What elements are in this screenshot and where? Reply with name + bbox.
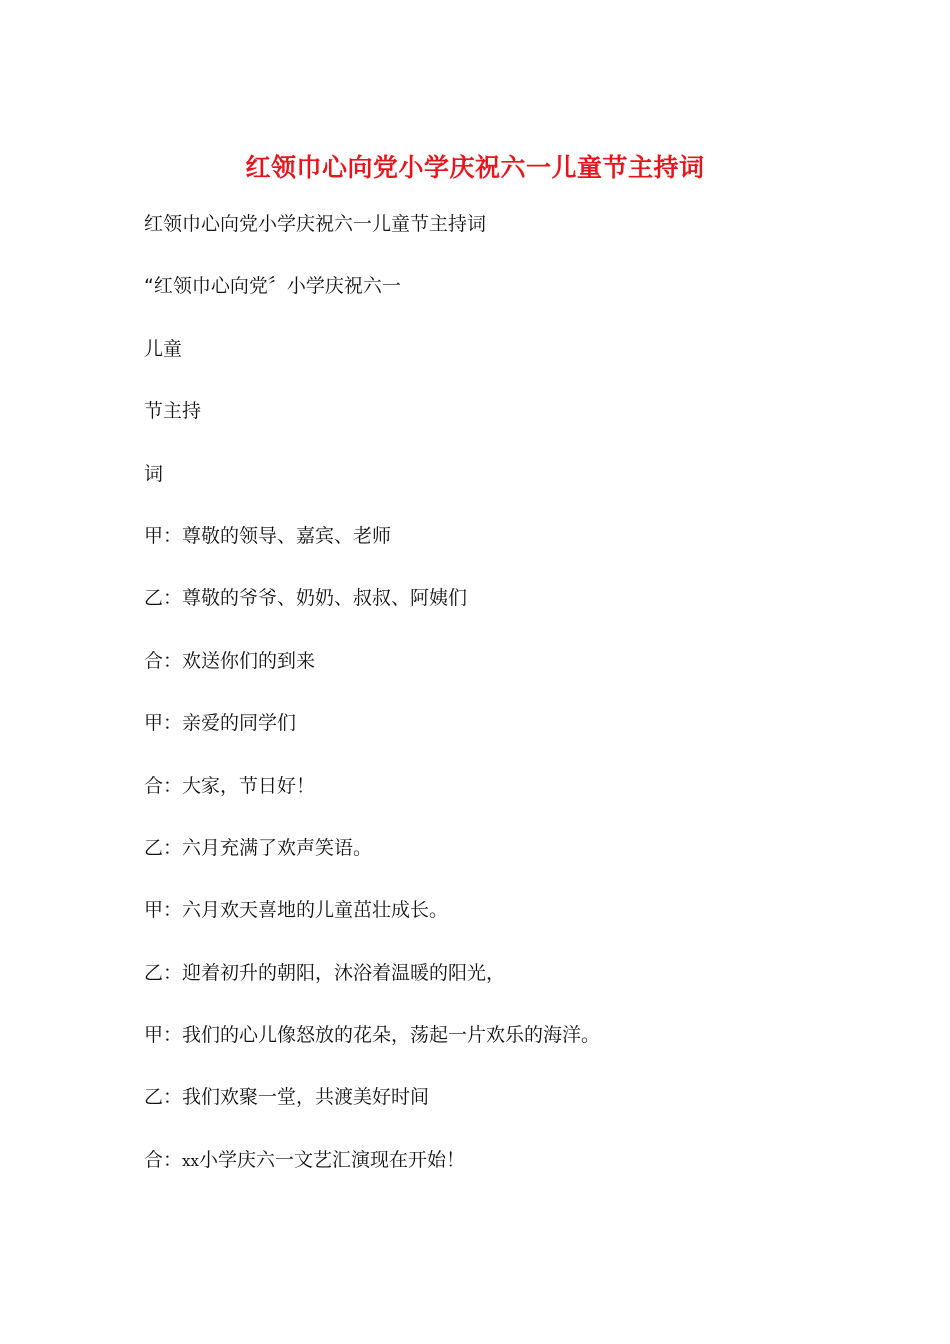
school-name-placeholder: xx — [182, 1151, 199, 1170]
colon: ： — [163, 961, 183, 984]
colon: ： — [163, 524, 183, 547]
colon: ： — [163, 774, 183, 797]
speaker-label: 甲 — [144, 899, 164, 922]
colon: ： — [163, 1086, 183, 1109]
intro-line: “红领巾心向党〞小学庆祝六一 — [144, 275, 401, 298]
intro-line: 词 — [144, 462, 164, 485]
dialogue-text: 大家，节日好！ — [182, 774, 316, 797]
dialogue-text: 我们欢聚一堂，共渡美好时间 — [182, 1086, 430, 1109]
dialogue-text: 迎着初升的朝阳，沐浴着温暖的阳光， — [182, 961, 506, 984]
intro-line: 红领巾心向党小学庆祝六一儿童节主持词 — [144, 213, 487, 235]
dialogue-line — [144, 644, 844, 706]
dialogue-line — [144, 581, 844, 643]
dialogue-line — [144, 956, 844, 1018]
dialogue-line — [144, 831, 844, 893]
dialogue-line — [144, 1143, 844, 1205]
dialogue-line — [144, 769, 844, 831]
colon: ： — [163, 1148, 183, 1171]
colon: ： — [163, 712, 183, 735]
document-body — [144, 207, 844, 1205]
speaker-label: 合 — [144, 774, 164, 797]
speaker-label: 合 — [144, 649, 164, 672]
colon: ： — [163, 836, 183, 859]
colon: ： — [163, 1024, 183, 1047]
intro-line: 节主持 — [144, 400, 202, 423]
speaker-label: 甲 — [144, 712, 164, 735]
dialogue-line — [144, 893, 844, 955]
dialogue-text: 小学庆六一文艺汇演现在开始！ — [198, 1148, 465, 1171]
intro-line: 儿童 — [144, 337, 183, 360]
speaker-label: 甲 — [144, 524, 164, 547]
speaker-label: 乙 — [144, 961, 164, 984]
dialogue-text: 六月充满了欢声笑语。 — [182, 836, 373, 859]
colon: ： — [163, 649, 183, 672]
colon: ： — [163, 899, 183, 922]
speaker-label: 甲 — [144, 1024, 164, 1047]
dialogue-text: 欢送你们的到来 — [182, 649, 316, 672]
dialogue-line — [144, 1080, 844, 1142]
dialogue-text: 亲爱的同学们 — [182, 712, 297, 735]
dialogue-text: 尊敬的领导、嘉宾、老师 — [182, 524, 392, 547]
colon: ： — [163, 587, 183, 610]
speaker-label: 乙 — [144, 1086, 164, 1109]
dialogue-line — [144, 519, 844, 581]
speaker-label: 合 — [144, 1148, 164, 1171]
speaker-label: 乙 — [144, 587, 164, 610]
dialogue-text: 我们的心儿像怒放的花朵，荡起一片欢乐的海洋。 — [182, 1024, 601, 1047]
dialogue-line — [144, 1018, 844, 1080]
document-title: 红领巾心向党小学庆祝六一儿童节主持词 — [245, 153, 705, 182]
speaker-label: 乙 — [144, 836, 164, 859]
dialogue-text: 尊敬的爷爷、奶奶、叔叔、阿姨们 — [182, 587, 468, 610]
dialogue-text: 六月欢天喜地的儿童茁壮成长。 — [182, 899, 449, 922]
dialogue-line — [144, 706, 844, 768]
